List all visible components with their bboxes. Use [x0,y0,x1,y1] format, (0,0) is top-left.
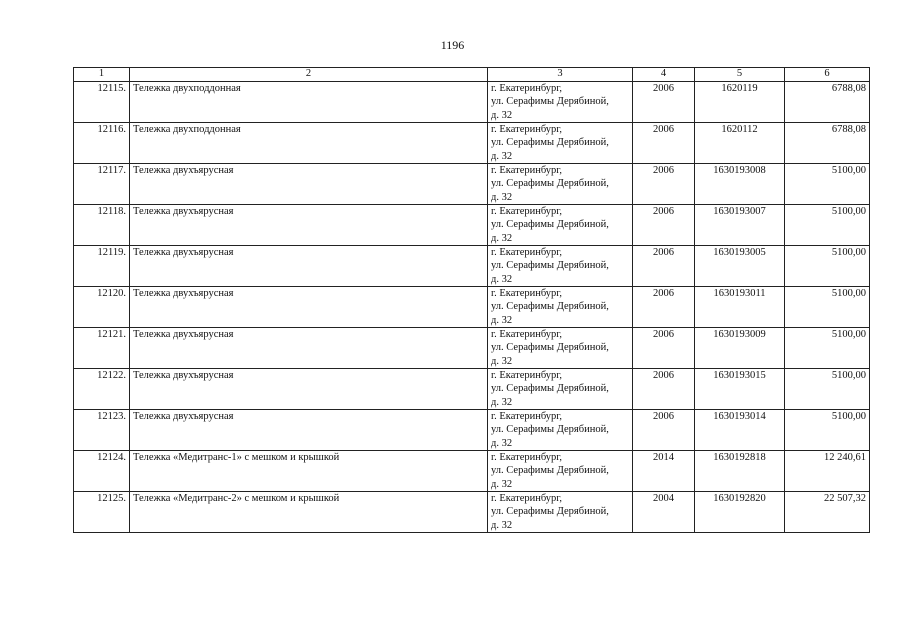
year-cell: 2006 [633,287,695,328]
cost-cell: 22 507,32 [785,492,870,533]
address-line: г. Екатеринбург, [491,206,563,217]
address-line: г. Екатеринбург, [491,124,563,135]
address-line: ул. Серафимы Дерябиной, [491,178,609,190]
address-line: ул. Серафимы Дерябиной, [491,506,609,518]
inventory-number-cell: 1630193008 [695,164,785,205]
inventory-number-cell: 1630192820 [695,492,785,533]
item-name-cell: Тележка двухъярусная [130,410,488,451]
inventory-number-cell: 1630192818 [695,451,785,492]
address-line: д. 32 [491,519,513,531]
address-cell [488,451,633,492]
address-line: г. Екатеринбург, [491,288,563,299]
table-row [74,246,870,287]
row-number-cell: 12121. [74,328,130,369]
item-name-cell: Тележка двухъярусная [130,205,488,246]
cost-cell: 5100,00 [785,328,870,369]
row-number-cell: 12116. [74,123,130,164]
year-cell: 2006 [633,123,695,164]
row-number-cell: 12115. [74,82,130,123]
item-name-cell: Тележка двухъярусная [130,287,488,328]
year-cell: 2006 [633,369,695,410]
address-line: г. Екатеринбург, [491,493,563,504]
address-line: ул. Серафимы Дерябиной, [491,342,609,354]
inventory-number-cell: 1630193015 [695,369,785,410]
address-cell [488,287,633,328]
row-number-cell: 12118. [74,205,130,246]
cost-cell: 6788,08 [785,82,870,123]
item-name-cell: Тележка двухъярусная [130,246,488,287]
table-body [74,82,870,533]
item-name-cell: Тележка «Медитранс-2» с мешком и крышкой [130,492,488,533]
address-line: г. Екатеринбург, [491,411,563,422]
property-table [73,67,870,533]
column-header: 2 [130,68,488,82]
table-row [74,410,870,451]
address-line: д. 32 [491,314,513,326]
row-number-cell: 12122. [74,369,130,410]
address-cell [488,369,633,410]
address-line: г. Екатеринбург, [491,247,563,258]
row-number-cell: 12120. [74,287,130,328]
address-line: ул. Серафимы Дерябиной, [491,301,609,313]
cost-cell: 5100,00 [785,369,870,410]
header-row [74,68,870,82]
row-number-cell: 12124. [74,451,130,492]
address-line: ул. Серафимы Дерябиной, [491,219,609,231]
item-name-cell: Тележка двухъярусная [130,369,488,410]
cost-cell: 5100,00 [785,287,870,328]
address-line: г. Екатеринбург, [491,452,563,463]
row-number-cell: 12119. [74,246,130,287]
address-cell [488,492,633,533]
address-line: ул. Серафимы Дерябиной, [491,465,609,477]
year-cell: 2006 [633,410,695,451]
address-cell [488,328,633,369]
inventory-number-cell: 1630193007 [695,205,785,246]
column-header: 3 [488,68,633,82]
table-row [74,328,870,369]
item-name-cell: Тележка «Медитранс-1» с мешком и крышкой [130,451,488,492]
row-number-cell: 12125. [74,492,130,533]
inventory-number-cell: 1630193005 [695,246,785,287]
year-cell: 2006 [633,246,695,287]
address-line: ул. Серафимы Дерябиной, [491,260,609,272]
address-line: г. Екатеринбург, [491,83,563,94]
year-cell: 2006 [633,205,695,246]
address-line: д. 32 [491,273,513,285]
year-cell: 2004 [633,492,695,533]
year-cell: 2006 [633,328,695,369]
address-line: г. Екатеринбург, [491,165,563,176]
cost-cell: 6788,08 [785,123,870,164]
column-header: 6 [785,68,870,82]
column-header: 4 [633,68,695,82]
address-cell [488,205,633,246]
year-cell: 2014 [633,451,695,492]
table-row [74,164,870,205]
address-line: д. 32 [491,355,513,367]
table-row [74,123,870,164]
cost-cell: 5100,00 [785,205,870,246]
address-line: д. 32 [491,232,513,244]
inventory-number-cell: 1620112 [695,123,785,164]
inventory-number-cell: 1620119 [695,82,785,123]
page-number: 1196 [440,38,465,52]
item-name-cell: Тележка двухъярусная [130,164,488,205]
year-cell: 2006 [633,82,695,123]
address-cell [488,123,633,164]
column-header: 5 [695,68,785,82]
address-line: ул. Серафимы Дерябиной, [491,424,609,436]
table-row [74,82,870,123]
item-name-cell: Тележка двухподдонная [130,123,488,164]
address-cell [488,82,633,123]
year-cell: 2006 [633,164,695,205]
table-row [74,492,870,533]
address-line: д. 32 [491,191,513,203]
address-line: д. 32 [491,396,513,408]
address-line: д. 32 [491,150,513,162]
item-name-cell: Тележка двухподдонная [130,82,488,123]
address-line: г. Екатеринбург, [491,370,563,381]
address-line: д. 32 [491,478,513,490]
cost-cell: 5100,00 [785,410,870,451]
inventory-number-cell: 1630193011 [695,287,785,328]
inventory-number-cell: 1630193009 [695,328,785,369]
table-row [74,287,870,328]
table-row [74,205,870,246]
row-number-cell: 12123. [74,410,130,451]
row-number-cell: 12117. [74,164,130,205]
address-line: ул. Серафимы Дерябиной, [491,383,609,395]
cost-cell: 5100,00 [785,164,870,205]
address-line: д. 32 [491,437,513,449]
item-name-cell: Тележка двухъярусная [130,328,488,369]
address-line: ул. Серафимы Дерябиной, [491,96,609,108]
address-line: г. Екатеринбург, [491,329,563,340]
address-cell [488,410,633,451]
inventory-number-cell: 1630193014 [695,410,785,451]
cost-cell: 5100,00 [785,246,870,287]
address-cell [488,246,633,287]
address-line: д. 32 [491,109,513,121]
address-line: ул. Серафимы Дерябиной, [491,137,609,149]
table-row [74,451,870,492]
table-row [74,369,870,410]
address-cell [488,164,633,205]
column-header: 1 [74,68,130,82]
cost-cell: 12 240,61 [785,451,870,492]
